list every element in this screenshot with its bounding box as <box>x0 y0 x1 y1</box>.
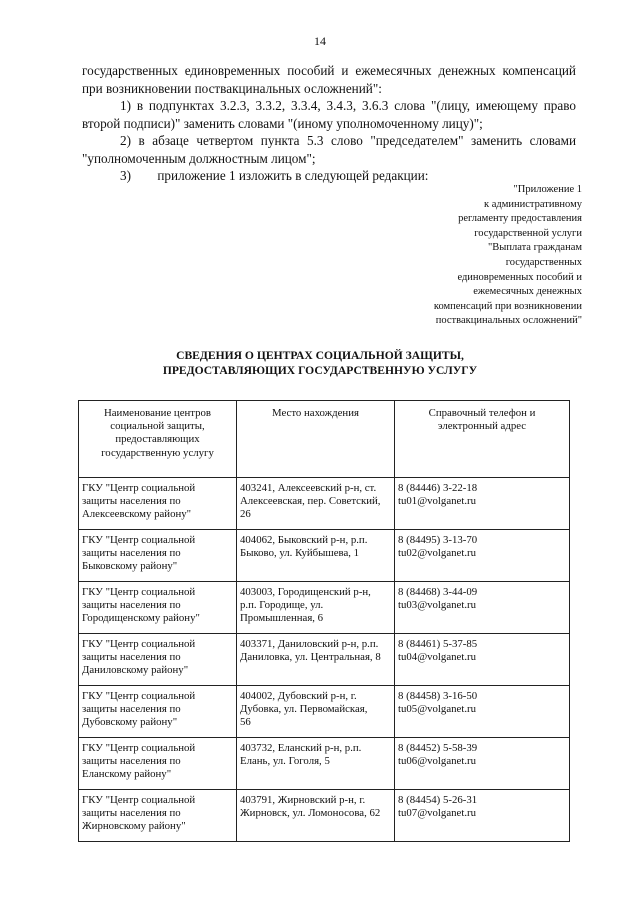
table-header-row <box>79 401 570 478</box>
cell-line: защиты населения по <box>82 495 181 508</box>
cell-line: Жирновск, ул. Ломоносова, 62 <box>240 807 381 820</box>
cell-line: Елань, ул. Гоголя, 5 <box>240 755 330 768</box>
header-line: Место нахождения <box>272 407 359 419</box>
cell-line: 404002, Дубовский р-н, г. <box>240 690 357 702</box>
paragraph: государственных единовременных пособий и ежемесячных денежных компенсаций при возникновении поствакцинальных осложнений": <box>82 63 576 96</box>
header-name <box>79 401 237 478</box>
address-cell <box>237 530 395 582</box>
table-row <box>79 790 570 842</box>
header-line: государственную услугу <box>101 446 214 459</box>
cell-line: защиты населения по <box>82 547 181 560</box>
center-name-cell <box>79 738 237 790</box>
table-row <box>79 582 570 634</box>
address-cell <box>237 738 395 790</box>
center-name-cell <box>79 530 237 582</box>
contact-cell <box>395 686 570 738</box>
cell-line: 403791, Жирновский р-н, г. <box>240 794 366 806</box>
contact-cell <box>395 790 570 842</box>
contact-cell <box>395 634 570 686</box>
cell-line: 404062, Быковский р-н, р.п. <box>240 534 368 546</box>
attachment-line: ежемесячных денежных <box>473 286 582 298</box>
cell-line: Дубовка, ул. Первомайская, <box>240 703 368 716</box>
heading-line: СВЕДЕНИЯ О ЦЕНТРАХ СОЦИАЛЬНОЙ ЗАЩИТЫ, <box>176 349 464 362</box>
attachment-line: единовременных пособий и <box>457 271 582 283</box>
paragraph: 1) в подпунктах 3.2.3, 3.3.2, 3.3.4, 3.4.3, 3.6.3 слова "(лицу, имеющему право второй подписи)" заменить словами "(иному уполномоченному лицу)"; <box>82 98 576 131</box>
cell-line: защиты населения по <box>82 599 181 612</box>
cell-line: 8 (84468) 3-44-09 <box>398 586 478 598</box>
cell-line: tu04@volganet.ru <box>398 651 477 664</box>
cell-line: ГКУ "Центр социальной <box>82 534 196 546</box>
center-name-cell <box>79 634 237 686</box>
contact-cell <box>395 582 570 634</box>
cell-line: 8 (84446) 3-22-18 <box>398 482 478 494</box>
cell-line: 403003, Городищенский р-н, <box>240 586 371 598</box>
cell-line: ГКУ "Центр социальной <box>82 794 196 806</box>
cell-line: ГКУ "Центр социальной <box>82 690 196 702</box>
cell-line: 56 <box>240 716 251 729</box>
cell-line: 8 (84495) 3-13-70 <box>398 534 478 546</box>
center-name-cell <box>79 478 237 530</box>
cell-line: tu06@volganet.ru <box>398 755 477 768</box>
cell-line: 403371, Даниловский р-н, р.п. <box>240 638 379 650</box>
attachment-line: государственной услуги <box>474 227 582 239</box>
cell-line: Городищенскому району" <box>82 612 200 625</box>
paragraph: 3) приложение 1 изложить в следующей редакции: <box>120 168 429 183</box>
cell-line: 8 (84452) 5-58-39 <box>398 742 478 754</box>
address-cell <box>237 478 395 530</box>
cell-line: защиты населения по <box>82 703 181 716</box>
center-name-cell <box>79 582 237 634</box>
header-line: социальной защиты, <box>110 420 205 433</box>
cell-line: Даниловка, ул. Центральная, 8 <box>240 651 381 664</box>
header-line: Наименование центров <box>103 407 212 419</box>
contact-cell <box>395 530 570 582</box>
heading-line: ПРЕДОСТАВЛЯЮЩИХ ГОСУДАРСТВЕННУЮ УСЛУГУ <box>162 363 478 377</box>
attachment-line: государственных <box>505 256 582 268</box>
address-cell <box>237 686 395 738</box>
cell-line: ГКУ "Центр социальной <box>82 742 196 754</box>
address-cell <box>237 790 395 842</box>
header-line: Справочный телефон и <box>428 407 536 419</box>
contact-cell <box>395 478 570 530</box>
cell-line: Быковскому району" <box>82 560 178 573</box>
cell-line: 26 <box>240 508 251 521</box>
cell-line: защиты населения по <box>82 807 181 820</box>
body-text <box>82 62 576 185</box>
center-name-cell <box>79 790 237 842</box>
cell-line: Дубовскому району" <box>82 716 178 729</box>
center-name-cell <box>79 686 237 738</box>
header-line: электронный адрес <box>437 420 527 433</box>
cell-line: ГКУ "Центр социальной <box>82 482 196 494</box>
cell-line: ГКУ "Центр социальной <box>82 638 196 650</box>
cell-line: ГКУ "Центр социальной <box>82 586 196 598</box>
cell-line: tu07@volganet.ru <box>398 807 477 820</box>
attachment-note <box>382 183 582 329</box>
attachment-line: регламенту предоставления <box>458 213 582 225</box>
attachment-line: компенсаций при возникновении <box>433 300 582 312</box>
table-row <box>79 686 570 738</box>
cell-line: Алексеевскому району" <box>82 508 192 521</box>
cell-line: 403241, Алексеевский р-н, ст. <box>240 482 377 494</box>
header-line: предоставляющих <box>115 433 200 446</box>
centers-table <box>78 400 570 842</box>
cell-line: Промышленная, 6 <box>240 612 324 625</box>
cell-line: tu02@volganet.ru <box>398 547 477 560</box>
address-cell <box>237 582 395 634</box>
attachment-line: "Приложение 1 <box>513 184 582 195</box>
paragraph: 2) в абзаце четвертом пункта 5.3 слово "председателем" заменить словами "уполномоченным должностным лицом"; <box>82 133 576 166</box>
contact-cell <box>395 738 570 790</box>
table-row <box>79 478 570 530</box>
page-number: 14 <box>314 34 326 48</box>
cell-line: tu05@volganet.ru <box>398 703 477 716</box>
table-row <box>79 634 570 686</box>
cell-line: р.п. Городище, ул. <box>240 599 324 612</box>
cell-line: 8 (84461) 5-37-85 <box>398 638 478 650</box>
header-contact <box>395 401 570 478</box>
cell-line: Еланскому району" <box>82 768 172 781</box>
attachment-line: "Выплата гражданам <box>488 242 582 254</box>
cell-line: Быково, ул. Куйбышева, 1 <box>240 547 360 560</box>
cell-line: Алексеевская, пер. Советский, <box>240 495 381 508</box>
table-row <box>79 530 570 582</box>
attachment-line: поствакцинальных осложнений" <box>435 315 582 327</box>
cell-line: 403732, Еланский р-н, р.п. <box>240 742 362 754</box>
cell-line: Даниловскому району" <box>82 664 189 677</box>
cell-line: 8 (84458) 3-16-50 <box>398 690 478 702</box>
cell-line: tu01@volganet.ru <box>398 495 477 508</box>
address-cell <box>237 634 395 686</box>
cell-line: tu03@volganet.ru <box>398 599 477 612</box>
section-heading <box>0 349 640 378</box>
table-row <box>79 738 570 790</box>
cell-line: защиты населения по <box>82 755 181 768</box>
attachment-line: к административному <box>484 198 582 210</box>
cell-line: 8 (84454) 5-26-31 <box>398 794 478 806</box>
cell-line: защиты населения по <box>82 651 181 664</box>
header-address <box>237 401 395 478</box>
cell-line: Жирновскому району" <box>82 820 186 833</box>
